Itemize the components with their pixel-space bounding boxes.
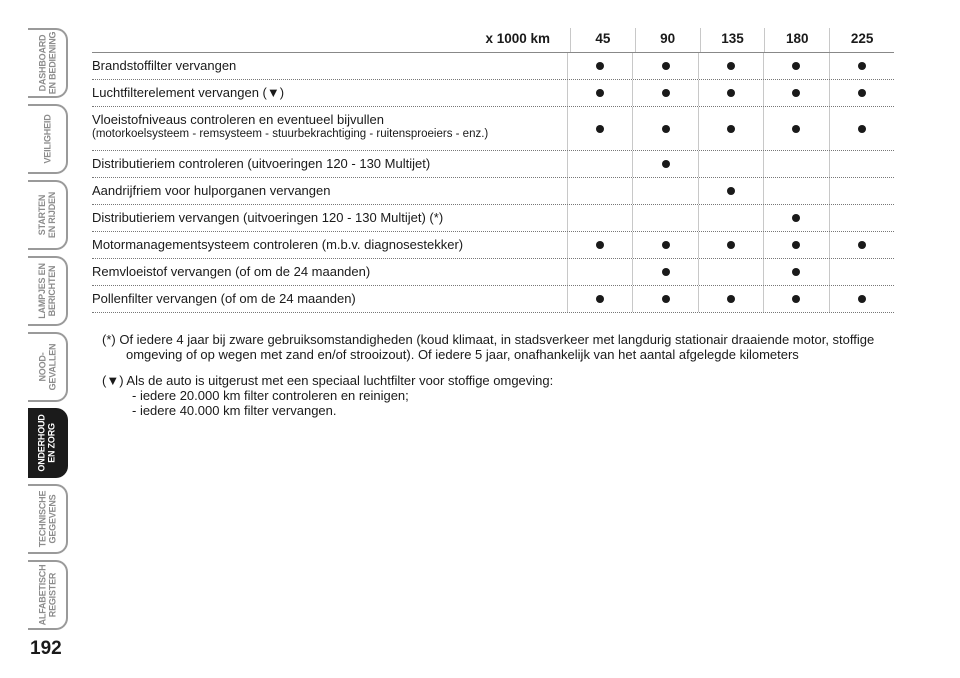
column-header: 90 [635, 28, 700, 52]
interval-cell [698, 259, 763, 285]
task-label: Vloeistofniveaus controleren en eventueel bijvullen [92, 112, 384, 127]
footnotes [102, 332, 892, 429]
table-row [92, 232, 894, 259]
interval-cell [698, 53, 763, 79]
bullet-icon [662, 160, 670, 168]
interval-cell [567, 205, 632, 231]
bullet-icon [727, 295, 735, 303]
tab-starten[interactable] [28, 180, 68, 250]
bullet-icon [596, 62, 604, 70]
interval-cell [763, 259, 828, 285]
interval-cell [763, 178, 828, 204]
interval-cell [829, 232, 894, 258]
unit-label: x 1000 km [485, 31, 550, 46]
interval-cell [698, 232, 763, 258]
table-row [92, 80, 894, 107]
interval-cell [763, 232, 828, 258]
interval-cell [763, 53, 828, 79]
table-row [92, 178, 894, 205]
interval-cell [698, 205, 763, 231]
interval-cell [829, 259, 894, 285]
interval-cell [698, 107, 763, 150]
interval-cell [829, 178, 894, 204]
task-cell [92, 178, 567, 204]
tab-label: DASHBOARD EN BEDIENING [37, 31, 58, 95]
bullet-icon [596, 125, 604, 133]
footnote-star: (*) Of iedere 4 jaar bij zware gebruiksomstandigheden (koud klimaat, in stadsverkeer met langdurig stationair draaiende motor, stoffige omgeving of op wegen met zand en/of strooizout). Of iedere 5 jaar, onafhankelijk van het aantal afgelegde kilometers [102, 332, 875, 362]
interval-cell [567, 107, 632, 150]
bullet-icon [662, 89, 670, 97]
bullet-icon [727, 89, 735, 97]
tab-label: NOOD- GEVALLEN [37, 343, 57, 391]
task-cell [92, 107, 567, 150]
bullet-icon [792, 125, 800, 133]
page-number: 192 [30, 638, 62, 659]
tab-label: ALFABETISCH REGISTER [37, 564, 57, 626]
footnote-filter-line: - iedere 40.000 km filter vervangen. [132, 403, 337, 418]
interval-cell [698, 178, 763, 204]
table-row [92, 53, 894, 80]
footnote-filter-line: - iedere 20.000 km filter controleren en reinigen; [132, 388, 409, 403]
table-row [92, 107, 894, 151]
task-label: Brandstoffilter vervangen [92, 58, 237, 73]
task-label: Luchtfilterelement vervangen (▼) [92, 85, 285, 100]
tab-label: LAMPJES EN BERICHTEN [37, 263, 58, 319]
interval-cell [567, 259, 632, 285]
task-sublabel: (motorkoelsysteem - remsysteem - stuurbekrachtiging - ruitensproeiers - enz.) [92, 128, 489, 140]
bullet-icon [662, 125, 670, 133]
table-header-row [92, 28, 894, 53]
bullet-icon [858, 241, 866, 249]
bullet-icon [792, 241, 800, 249]
bullet-icon [727, 125, 735, 133]
interval-cell [763, 151, 828, 177]
interval-cell [829, 151, 894, 177]
bullet-icon [792, 295, 800, 303]
bullet-icon [792, 268, 800, 276]
interval-cell [698, 151, 763, 177]
bullet-icon [596, 89, 604, 97]
task-cell [92, 232, 567, 258]
interval-cell [567, 53, 632, 79]
task-label: Pollenfilter vervangen (of om de 24 maanden) [92, 291, 356, 306]
interval-cell [763, 80, 828, 106]
column-header: 135 [700, 28, 765, 52]
task-label: Distributieriem vervangen (uitvoeringen 120 - 130 Multijet) (*) [92, 210, 444, 225]
task-cell [92, 53, 567, 79]
interval-cell [829, 53, 894, 79]
task-cell [92, 259, 567, 285]
bullet-icon [792, 62, 800, 70]
task-label: Aandrijfriem voor hulporganen vervangen [92, 183, 331, 198]
interval-cell [632, 53, 697, 79]
interval-cell [829, 80, 894, 106]
table-row [92, 259, 894, 286]
tab-onderhoud[interactable] [28, 408, 68, 478]
task-label: Remvloeistof vervangen (of om de 24 maanden) [92, 264, 371, 279]
column-header: 180 [764, 28, 829, 52]
tab-register[interactable] [28, 560, 68, 630]
tab-label: TECHNISCHE GEGEVENS [37, 490, 58, 548]
task-cell [92, 205, 567, 231]
tab-technische[interactable] [28, 484, 68, 554]
interval-cell [632, 286, 697, 312]
bullet-icon [858, 295, 866, 303]
interval-cell [698, 80, 763, 106]
tab-label: VEILIGHEID [42, 114, 53, 164]
tab-label: STARTEN EN RIJDEN [37, 191, 57, 239]
bullet-icon [596, 295, 604, 303]
interval-cell [632, 80, 697, 106]
bullet-icon [727, 62, 735, 70]
tab-dashboard[interactable] [28, 28, 68, 98]
bullet-icon [662, 62, 670, 70]
interval-cell [829, 286, 894, 312]
bullet-icon [596, 241, 604, 249]
bullet-icon [858, 89, 866, 97]
interval-cell [632, 205, 697, 231]
bullet-icon [792, 89, 800, 97]
interval-cell [763, 107, 828, 150]
table-row [92, 205, 894, 232]
column-header: 45 [570, 28, 635, 52]
tab-lampjes[interactable] [28, 256, 68, 326]
bullet-icon [727, 187, 735, 195]
column-header: 225 [829, 28, 894, 52]
interval-cell [632, 151, 697, 177]
interval-cell [763, 205, 828, 231]
tab-veiligheid[interactable] [28, 104, 68, 174]
bullet-icon [858, 125, 866, 133]
interval-cell [632, 107, 697, 150]
interval-cell [567, 80, 632, 106]
interval-cell [567, 286, 632, 312]
interval-cell [567, 232, 632, 258]
interval-cell [632, 232, 697, 258]
tab-label: ONDERHOUD EN ZORG [37, 414, 58, 472]
interval-cell [763, 286, 828, 312]
task-cell [92, 286, 567, 312]
footnote-filter [102, 373, 892, 418]
task-cell [92, 80, 567, 106]
bullet-icon [727, 241, 735, 249]
task-label: Distributieriem controleren (uitvoeringen 120 - 130 Multijet) [92, 156, 431, 171]
maintenance-table [92, 28, 894, 313]
interval-cell [632, 178, 697, 204]
interval-cell [567, 178, 632, 204]
interval-cell [829, 205, 894, 231]
interval-cell [632, 259, 697, 285]
task-cell [92, 151, 567, 177]
interval-cell [829, 107, 894, 150]
table-row [92, 151, 894, 178]
task-label: Motormanagementsysteem controleren (m.b.v. diagnosestekker) [92, 237, 464, 252]
interval-cell [567, 151, 632, 177]
bullet-icon [662, 241, 670, 249]
interval-cell [698, 286, 763, 312]
bullet-icon [858, 62, 866, 70]
footnote-filter-intro: (▼) Als de auto is uitgerust met een speciaal luchtfilter voor stoffige omgeving: [102, 373, 554, 388]
bullet-icon [662, 295, 670, 303]
tab-noodgevallen[interactable] [28, 332, 68, 402]
table-row [92, 286, 894, 313]
bullet-icon [662, 268, 670, 276]
bullet-icon [792, 214, 800, 222]
